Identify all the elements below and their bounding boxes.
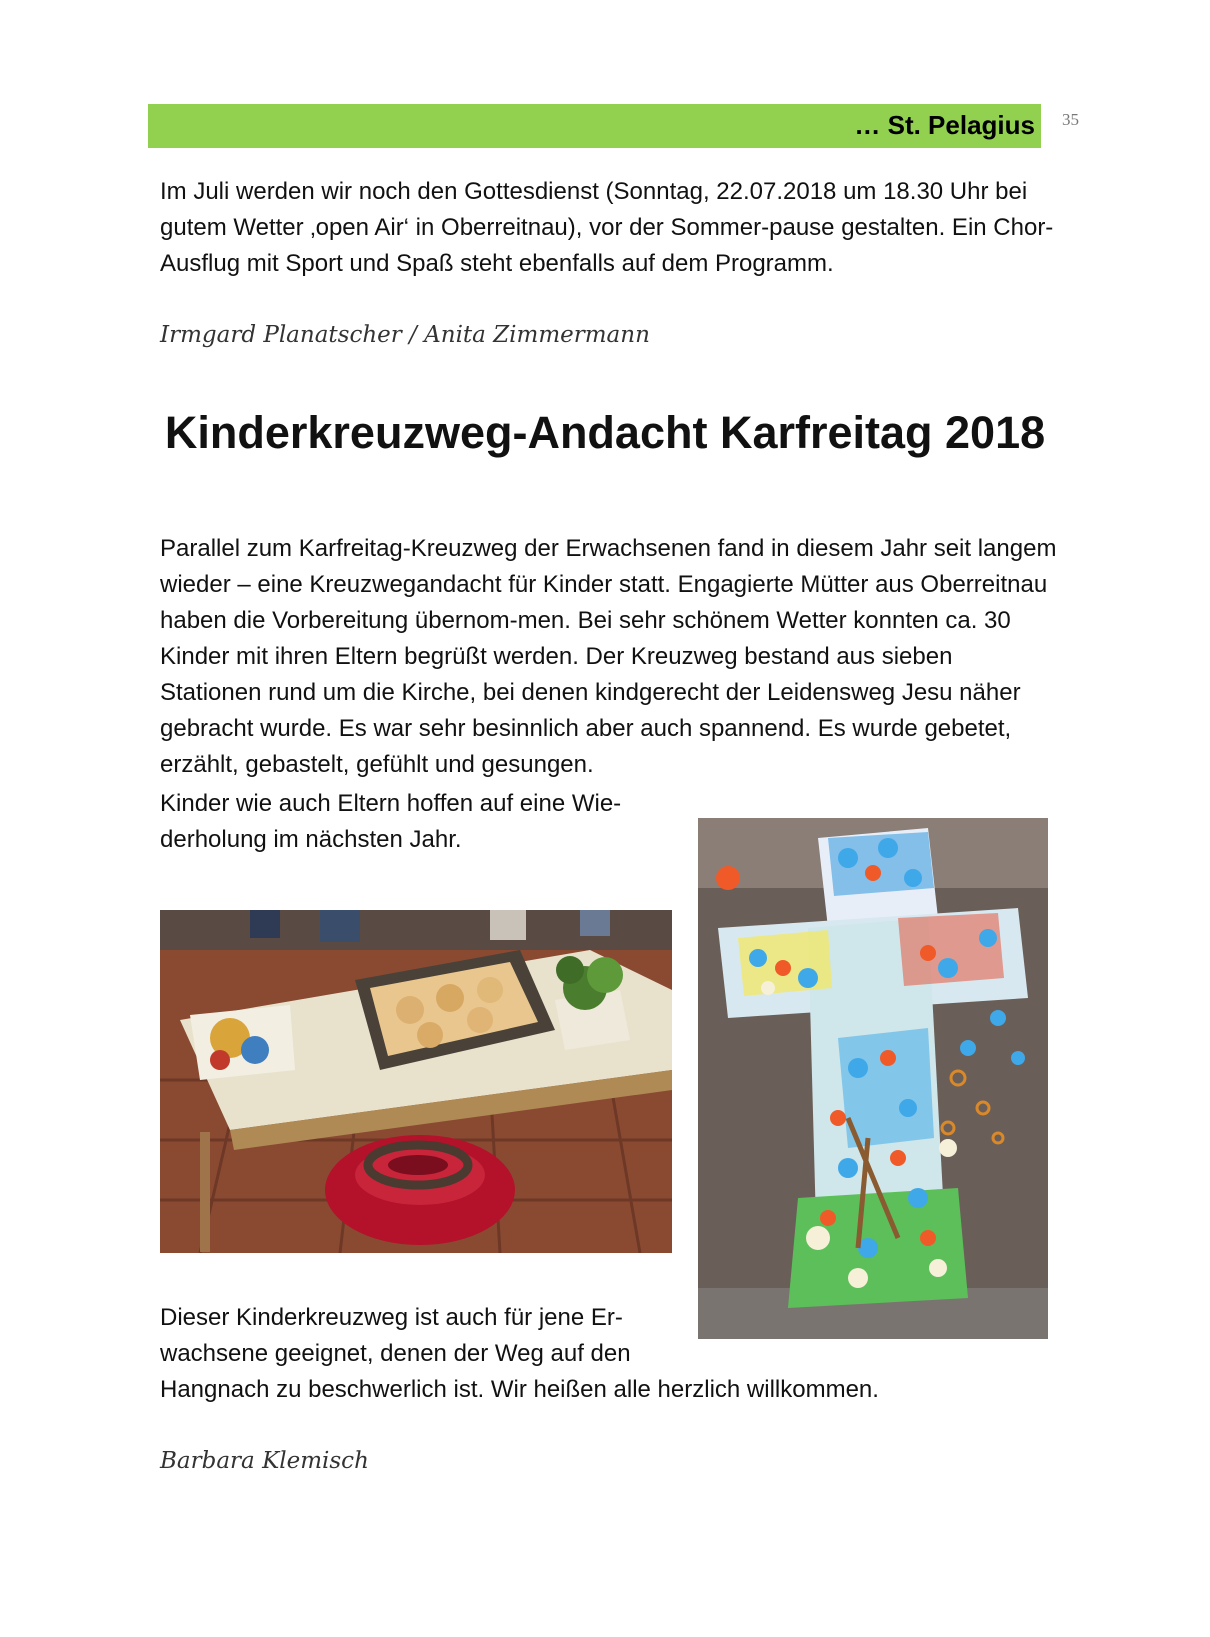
photo-table-bread-crown	[160, 910, 672, 1253]
article-paragraph-2: Kinder wie auch Eltern hoffen auf eine Wie-derholung im nächsten Jahr.	[160, 790, 622, 853]
article-paragraph-1: Parallel zum Karfreitag-Kreuzweg der Erwachsenen fand in diesem Jahr seit langem wieder – eine Kreuzwegandacht für Kinder statt. Engagierte Mütter aus Oberreitnau haben die Vorbereitung übernom-men. Bei sehr schönem Wetter konnten ca. 30 Kinder mit ihren Eltern begrüßt werden. Der Kreuzweg bestand aus sieben Stationen rund um die Kirche, bei denen kindgerecht der Leidensweg Jesu näher gebracht wurde. Es war sehr besinnlich aber auch spannend. Es wurde gebetet, erzählt, gebastelt, gefühlt und gesungen.	[160, 535, 1057, 778]
article-paragraph-3: Dieser Kinderkreuzweg ist auch für jene Er-wachsene geeignet, denen der Weg auf den	[160, 1304, 631, 1367]
intro-signature: Irmgard Planatscher / Anita Zimmermann	[160, 322, 650, 348]
section-header-bar	[148, 104, 1041, 148]
page-number: 35	[1062, 110, 1079, 129]
article-paragraph-4: Hangnach zu beschwerlich ist. Wir heißen alle herzlich willkommen.	[160, 1376, 879, 1403]
photo-table-illustration	[160, 910, 672, 1253]
intro-paragraph: Im Juli werden wir noch den Gottesdienst (Sonntag, 22.07.2018 um 18.30 Uhr bei gutem Wetter ‚open Air‘ in Oberreitnau), vor der Sommer-pause gestalten. Ein Chor-Ausflug mit Sport und Spaß steht ebenfalls auf dem Programm.	[160, 178, 1054, 277]
section-title: … St. Pelagius	[854, 110, 1035, 140]
article-title: Kinderkreuzweg-Andacht Karfreitag 2018	[164, 407, 1046, 458]
photo-cross-illustration	[698, 818, 1048, 1339]
photo-flower-cross	[698, 818, 1048, 1339]
article-signature: Barbara Klemisch	[160, 1448, 369, 1474]
